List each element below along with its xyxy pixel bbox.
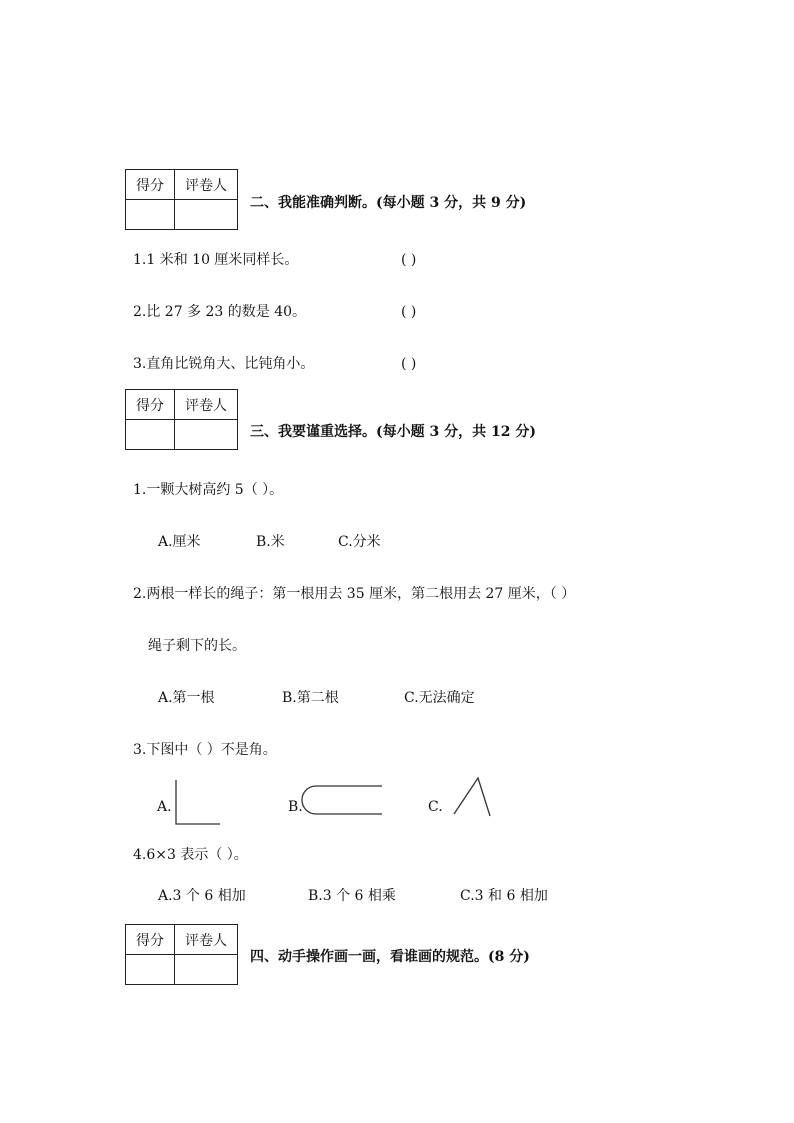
- judge-item-3: 3.直角比锐角大、比钝角小。: [133, 356, 315, 372]
- q4-option-a[interactable]: A.3 个 6 相加: [158, 888, 246, 904]
- grader-label: 评卷人: [175, 390, 238, 420]
- q1-option-b[interactable]: B.米: [256, 534, 285, 550]
- score-label: 得分: [126, 390, 175, 420]
- section3-title: 三、我要谨重选择。(每小题 3 分，共 12 分): [250, 424, 536, 440]
- section2-title: 二、我能准确判断。(每小题 3 分，共 9 分): [250, 195, 527, 211]
- q2-option-b[interactable]: B.第二根: [282, 690, 339, 706]
- q4-option-c[interactable]: C.3 和 6 相加: [460, 888, 548, 904]
- score-cell[interactable]: [126, 200, 175, 230]
- section4-title: 四、动手操作画一画，看谁画的规范。(8 分): [250, 949, 530, 965]
- score-box-section3: [125, 389, 238, 450]
- grader-label: 评卷人: [175, 925, 238, 955]
- choice-question-2-cont: 绳子剩下的长。: [148, 638, 246, 654]
- score-label: 得分: [126, 170, 175, 200]
- grader-cell[interactable]: [175, 955, 238, 985]
- q1-option-a[interactable]: A.厘米: [158, 534, 201, 550]
- grader-label: 评卷人: [175, 170, 238, 200]
- q2-option-a[interactable]: A.第一根: [158, 690, 215, 706]
- grader-cell[interactable]: [175, 420, 238, 450]
- angle-figure: [452, 776, 494, 820]
- q4-option-b[interactable]: B.3 个 6 相乘: [308, 888, 396, 904]
- q3-option-b[interactable]: B.: [288, 799, 303, 815]
- judge-answer-2[interactable]: ( ): [401, 304, 417, 320]
- score-box-section4: [125, 924, 238, 985]
- choice-question-2: 2.两根一样长的绳子：第一根用去 35 厘米，第二根用去 27 厘米，（ ）: [133, 586, 576, 602]
- score-box-section2: [125, 169, 238, 230]
- q2-option-c[interactable]: C.无法确定: [404, 690, 475, 706]
- judge-answer-1[interactable]: ( ): [401, 252, 417, 268]
- judge-item-2: 2.比 27 多 23 的数是 40。: [133, 304, 307, 320]
- score-cell[interactable]: [126, 420, 175, 450]
- curved-figure: [298, 782, 386, 820]
- judge-answer-3[interactable]: ( ): [401, 356, 417, 372]
- q3-option-c[interactable]: C.: [428, 799, 443, 815]
- grader-cell[interactable]: [175, 200, 238, 230]
- score-cell[interactable]: [126, 955, 175, 985]
- judge-item-1: 1.1 米和 10 厘米同样长。: [133, 252, 299, 268]
- q1-option-c[interactable]: C.分米: [338, 534, 381, 550]
- choice-question-1: 1.一颗大树高约 5（ ）。: [133, 482, 284, 498]
- choice-question-3: 3.下图中（ ）不是角。: [133, 742, 277, 758]
- score-label: 得分: [126, 925, 175, 955]
- choice-question-4: 4.6×3 表示（ ）。: [133, 847, 248, 863]
- right-angle-figure: [172, 778, 224, 828]
- q3-option-a[interactable]: A.: [157, 799, 172, 815]
